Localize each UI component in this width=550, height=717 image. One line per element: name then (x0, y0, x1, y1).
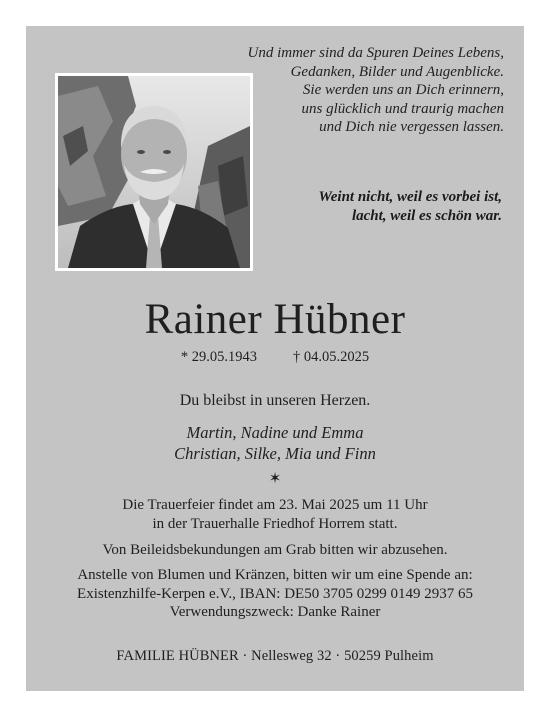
life-dates (26, 348, 524, 366)
motto-line: Weint nicht, weil es vorbei ist, (318, 189, 502, 205)
star-ornament-icon: ✶ (268, 471, 282, 487)
birth-date: * 29.05.1943 (180, 349, 257, 365)
family-line: Martin, Nadine und Emma (186, 423, 364, 442)
memorial-message: Du bleibst in unseren Herzen. (179, 392, 371, 409)
funeral-line: Die Trauerfeier findet am 23. Mai 2025 um 11 Uhr (122, 497, 428, 513)
obituary-card (26, 26, 524, 691)
death-date: † 04.05.2025 (293, 349, 370, 365)
donation-line: Anstelle von Blumen und Kränzen, bitten wir um eine Spende an: (77, 567, 473, 583)
quote-line: und Dich nie vergessen lassen. (319, 119, 504, 135)
funeral-line: in der Trauerhalle Friedhof Horrem statt. (152, 515, 398, 532)
funeral-notice (26, 496, 524, 533)
donation-line: Verwendungszweck: Danke Rainer (169, 604, 381, 620)
quote-line: Sie werden uns an Dich erinnern, (302, 82, 504, 98)
family-line: Christian, Silke, Mia und Finn (174, 444, 376, 463)
family-members (26, 422, 524, 464)
deceased-name: Rainer Hübner (144, 296, 406, 343)
quote-line: Gedanken, Bilder und Augenblicke. (290, 63, 504, 80)
quote-line: uns glücklich und traurig machen (301, 100, 504, 117)
motto-line: lacht, weil es schön war. (351, 208, 502, 224)
donation-line: Existenzhilfe-Kerpen e.V., IBAN: DE50 3705 0299 0149 2937 65 (77, 585, 473, 602)
family-address: FAMILIE HÜBNER · Nellesweg 32 · 50259 Pulheim (116, 648, 434, 664)
memorial-quote (204, 44, 504, 137)
condolence-note: Von Beileidsbekundungen am Grab bitten wir abzusehen. (102, 542, 448, 558)
memorial-motto (242, 188, 502, 226)
donation-request (26, 566, 524, 622)
quote-line: Und immer sind da Spuren Deines Lebens, (247, 45, 504, 61)
